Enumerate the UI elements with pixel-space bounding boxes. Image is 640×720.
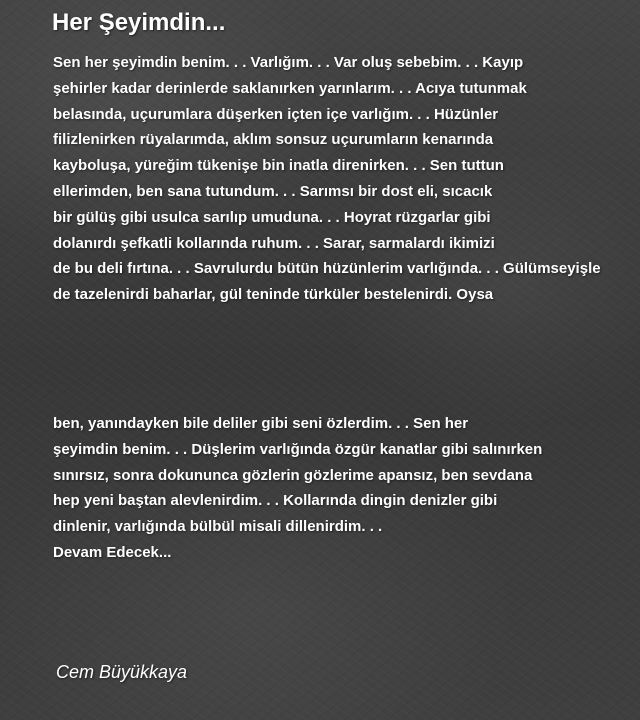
poem-line: şeyimdin benim. . . Düşlerim varlığında özgür kanatlar gibi salınırken [53,440,543,458]
poem-line: dolanırdı şefkatli kollarında ruhum. . . Sarar, sarmalardı ikimizi [53,234,495,252]
poem-line: kayboluşa, yüreğim tükenişe bin inatla direnirken. . . Sen tuttun [53,157,504,175]
poem-line: ellerimden, ben sana tutundum. . . Sarımsı bir dost eli, sıcacık [53,182,493,200]
poem-line: bir gülüş gibi usulca sarılıp umuduna. . . Hoyrat rüzgarlar gibi [53,208,491,226]
poem-title: Her Şeyimdin... [52,9,226,36]
poem-line: dinlenir, varlığında bülbül misali dillenirdim. . . [53,518,383,536]
poem-continuation: Devam Edecek... [53,543,172,561]
poem-line: hep yeni baştan alevlenirdim. . . Kollarında dingin denizler gibi [53,492,498,510]
poem-stanza-1 [53,50,601,308]
poem-line: şehirler kadar derinlerde saklanırken yarınlarım. . . Acıya tutunmak [53,79,527,97]
poem-line: de tazelenirdi baharlar, gül teninde türküler bestelenirdi. Oysa [53,286,494,304]
poem-line: filizlenirken rüyalarımda, aklım sonsuz uçurumların kenarında [53,131,494,149]
poem-line: sınırsız, sonra dokununca gözlerin gözlerime apansız, ben sevdana [53,466,533,484]
poem-line: de bu deli fırtına. . . Savrulurdu bütün hüzünlerim varlığında. . . Gülümseyişle [53,260,601,278]
poem-stanza-2 [53,411,542,566]
poem-author: Cem Büyükkaya [56,662,188,682]
poem-line: belasında, uçurumlara düşerken içten içe varlığım. . . Hüzünler [53,105,499,123]
poem-line: Sen her şeyimdin benim. . . Varlığım. . . Var oluş sebebim. . . Kayıp [53,54,524,71]
poem-line: ben, yanındayken bile deliler gibi seni özlerdim. . . Sen her [53,415,469,432]
